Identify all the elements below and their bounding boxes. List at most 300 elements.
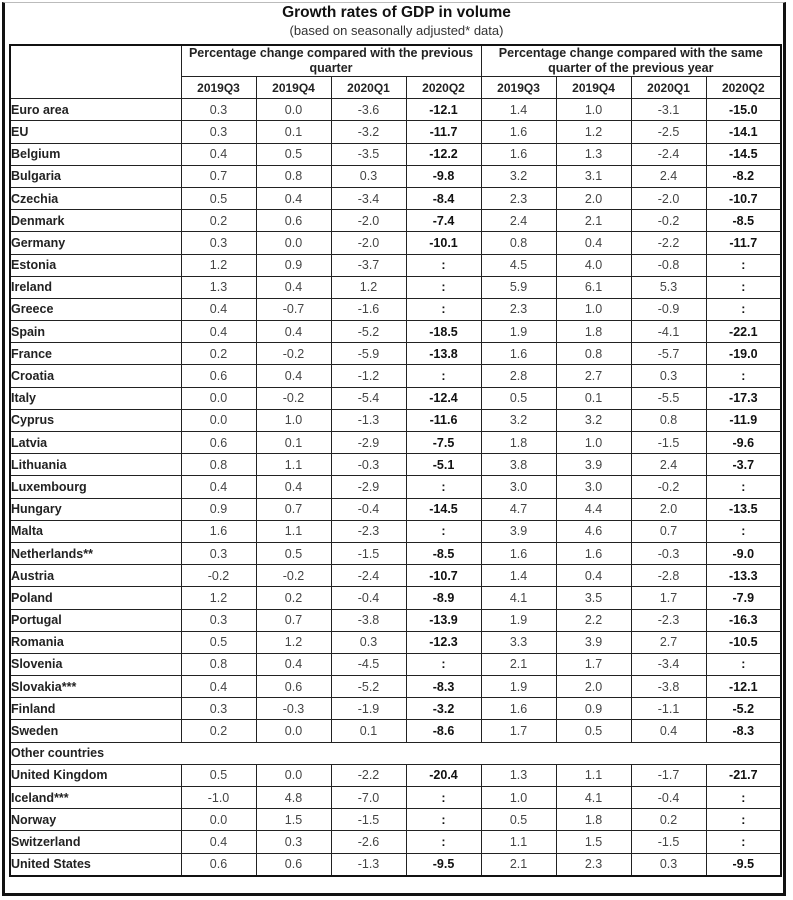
value-cell: -1.3	[331, 853, 406, 876]
value-cell: -13.8	[406, 343, 481, 365]
value-cell: -1.3	[331, 409, 406, 431]
table-row	[10, 498, 781, 520]
value-cell: 1.9	[481, 321, 556, 343]
value-cell: :	[706, 831, 781, 853]
table-row	[10, 454, 781, 476]
value-cell: -2.6	[331, 831, 406, 853]
value-cell: 1.8	[556, 809, 631, 831]
value-cell: -8.5	[706, 210, 781, 232]
value-cell: -2.3	[631, 609, 706, 631]
table-row	[10, 232, 781, 254]
value-cell: -1.5	[631, 831, 706, 853]
value-cell: :	[706, 276, 781, 298]
value-cell: 1.3	[181, 276, 256, 298]
value-cell: -4.5	[331, 653, 406, 675]
value-cell: 2.7	[631, 631, 706, 653]
corner-cell	[10, 45, 181, 99]
value-cell: 0.4	[181, 143, 256, 165]
value-cell: 0.3	[181, 542, 256, 564]
value-cell: 0.3	[631, 365, 706, 387]
value-cell: -10.1	[406, 232, 481, 254]
value-cell: 4.0	[556, 254, 631, 276]
value-cell: 0.0	[256, 99, 331, 121]
value-cell: 0.6	[256, 676, 331, 698]
value-cell: -7.9	[706, 587, 781, 609]
value-cell: -12.3	[406, 631, 481, 653]
table-row	[10, 542, 781, 564]
value-cell: 5.3	[631, 276, 706, 298]
value-cell: 0.9	[181, 498, 256, 520]
value-cell: -8.4	[406, 187, 481, 209]
value-cell: :	[706, 809, 781, 831]
table-row	[10, 787, 781, 809]
value-cell: -15.0	[706, 99, 781, 121]
value-cell: 1.6	[481, 143, 556, 165]
value-cell: -1.5	[631, 432, 706, 454]
value-cell: -0.3	[631, 542, 706, 564]
value-cell: 3.9	[556, 454, 631, 476]
value-cell: 0.8	[181, 454, 256, 476]
table-row	[10, 520, 781, 542]
value-cell: -0.3	[256, 698, 331, 720]
table-row	[10, 343, 781, 365]
value-cell: -0.2	[256, 343, 331, 365]
value-cell: -8.6	[406, 720, 481, 742]
row-label: Italy	[10, 387, 181, 409]
value-cell: 1.2	[331, 276, 406, 298]
value-cell: 0.5	[181, 187, 256, 209]
value-cell: 0.5	[556, 720, 631, 742]
value-cell: 0.0	[256, 764, 331, 786]
value-cell: 0.2	[181, 343, 256, 365]
value-cell: -12.1	[706, 676, 781, 698]
period-header: 2019Q3	[181, 77, 256, 99]
value-cell: 0.5	[481, 809, 556, 831]
value-cell: 2.3	[481, 298, 556, 320]
value-cell: -14.1	[706, 121, 781, 143]
value-cell: :	[706, 520, 781, 542]
value-cell: -21.7	[706, 764, 781, 786]
value-cell: -1.6	[331, 298, 406, 320]
value-cell: -0.4	[331, 498, 406, 520]
row-label: Euro area	[10, 99, 181, 121]
value-cell: :	[406, 831, 481, 853]
value-cell: 4.4	[556, 498, 631, 520]
value-cell: 1.1	[481, 831, 556, 853]
row-label: United States	[10, 853, 181, 876]
value-cell: 0.8	[556, 343, 631, 365]
period-header: 2019Q4	[256, 77, 331, 99]
value-cell: 0.3	[631, 853, 706, 876]
other-section	[10, 742, 781, 764]
value-cell: 2.2	[556, 609, 631, 631]
value-cell: 0.9	[256, 254, 331, 276]
value-cell: -10.7	[706, 187, 781, 209]
value-cell: 1.5	[256, 809, 331, 831]
eu-rows	[10, 99, 781, 742]
value-cell: 0.4	[256, 321, 331, 343]
value-cell: 0.4	[556, 232, 631, 254]
value-cell: -5.2	[331, 321, 406, 343]
value-cell: -14.5	[706, 143, 781, 165]
row-label: Germany	[10, 232, 181, 254]
value-cell: -0.7	[256, 298, 331, 320]
value-cell: -22.1	[706, 321, 781, 343]
value-cell: 3.9	[481, 520, 556, 542]
value-cell: 5.9	[481, 276, 556, 298]
value-cell: -1.7	[631, 764, 706, 786]
value-cell: 0.0	[256, 232, 331, 254]
value-cell: 1.7	[481, 720, 556, 742]
value-cell: -7.0	[331, 787, 406, 809]
value-cell: 1.2	[556, 121, 631, 143]
value-cell: :	[406, 476, 481, 498]
value-cell: -0.2	[256, 387, 331, 409]
table-subtitle: (based on seasonally adjusted* data)	[289, 23, 504, 38]
value-cell: 0.1	[556, 387, 631, 409]
value-cell: 0.5	[256, 143, 331, 165]
value-cell: -17.3	[706, 387, 781, 409]
value-cell: 0.4	[256, 365, 331, 387]
value-cell: 1.3	[556, 143, 631, 165]
row-label: Czechia	[10, 187, 181, 209]
value-cell: :	[706, 476, 781, 498]
value-cell: 1.7	[556, 653, 631, 675]
value-cell: 3.9	[556, 631, 631, 653]
value-cell: 0.9	[556, 698, 631, 720]
value-cell: -5.2	[706, 698, 781, 720]
table-row	[10, 99, 781, 121]
row-label: Spain	[10, 321, 181, 343]
value-cell: 0.8	[631, 409, 706, 431]
value-cell: -1.1	[631, 698, 706, 720]
value-cell: -11.7	[406, 121, 481, 143]
value-cell: 0.1	[256, 432, 331, 454]
value-cell: 2.0	[556, 676, 631, 698]
value-cell: :	[406, 787, 481, 809]
value-cell: 1.0	[256, 409, 331, 431]
value-cell: -8.2	[706, 165, 781, 187]
value-cell: 0.2	[181, 210, 256, 232]
value-cell: 2.3	[481, 187, 556, 209]
table-row	[10, 565, 781, 587]
value-cell: 0.7	[181, 165, 256, 187]
value-cell: 3.5	[556, 587, 631, 609]
value-cell: 0.4	[256, 476, 331, 498]
value-cell: -9.8	[406, 165, 481, 187]
value-cell: 4.5	[481, 254, 556, 276]
period-header: 2020Q2	[406, 77, 481, 99]
value-cell: 0.2	[181, 720, 256, 742]
value-cell: :	[406, 298, 481, 320]
row-label: United Kingdom	[10, 764, 181, 786]
value-cell: -3.4	[631, 653, 706, 675]
table-row	[10, 143, 781, 165]
value-cell: -8.3	[406, 676, 481, 698]
value-cell: 2.3	[556, 853, 631, 876]
row-label: Iceland***	[10, 787, 181, 809]
value-cell: 0.4	[256, 653, 331, 675]
value-cell: 0.4	[556, 565, 631, 587]
value-cell: 4.1	[556, 787, 631, 809]
value-cell: 1.7	[631, 587, 706, 609]
section-label-other-countries: Other countries	[10, 742, 781, 764]
row-label: Malta	[10, 520, 181, 542]
value-cell: 0.2	[631, 809, 706, 831]
value-cell: -1.9	[331, 698, 406, 720]
period-header: 2019Q3	[481, 77, 556, 99]
table-row	[10, 432, 781, 454]
row-label: Switzerland	[10, 831, 181, 853]
value-cell: 1.3	[481, 764, 556, 786]
value-cell: 0.3	[181, 698, 256, 720]
row-label: Estonia	[10, 254, 181, 276]
value-cell: 0.4	[181, 321, 256, 343]
value-cell: :	[406, 653, 481, 675]
value-cell: 4.6	[556, 520, 631, 542]
value-cell: 1.9	[481, 609, 556, 631]
row-label: Ireland	[10, 276, 181, 298]
value-cell: -7.5	[406, 432, 481, 454]
value-cell: -5.1	[406, 454, 481, 476]
table-row	[10, 764, 781, 786]
value-cell: 0.7	[631, 520, 706, 542]
value-cell: 3.3	[481, 631, 556, 653]
value-cell: 1.0	[556, 298, 631, 320]
value-cell: -9.5	[406, 853, 481, 876]
value-cell: 0.4	[256, 187, 331, 209]
value-cell: -13.9	[406, 609, 481, 631]
value-cell: -3.7	[706, 454, 781, 476]
period-header: 2019Q4	[556, 77, 631, 99]
table-row	[10, 698, 781, 720]
value-cell: 4.7	[481, 498, 556, 520]
value-cell: 2.0	[556, 187, 631, 209]
row-label: Slovakia***	[10, 676, 181, 698]
value-cell: -1.0	[181, 787, 256, 809]
value-cell: 1.6	[481, 542, 556, 564]
value-cell: -20.4	[406, 764, 481, 786]
value-cell: 2.4	[481, 210, 556, 232]
value-cell: 0.4	[181, 476, 256, 498]
value-cell: 2.4	[631, 165, 706, 187]
table-row	[10, 587, 781, 609]
value-cell: 0.3	[181, 609, 256, 631]
value-cell: -12.2	[406, 143, 481, 165]
value-cell: -1.2	[331, 365, 406, 387]
value-cell: 0.6	[181, 853, 256, 876]
value-cell: -18.5	[406, 321, 481, 343]
value-cell: -8.5	[406, 542, 481, 564]
value-cell: 1.8	[556, 321, 631, 343]
table-row	[10, 321, 781, 343]
row-label: Cyprus	[10, 409, 181, 431]
value-cell: -0.2	[631, 210, 706, 232]
value-cell: -12.1	[406, 99, 481, 121]
value-cell: 0.0	[181, 809, 256, 831]
table-row	[10, 676, 781, 698]
row-label: Latvia	[10, 432, 181, 454]
row-label: Luxembourg	[10, 476, 181, 498]
value-cell: 0.3	[331, 165, 406, 187]
row-label: France	[10, 343, 181, 365]
value-cell: -14.5	[406, 498, 481, 520]
value-cell: 6.1	[556, 276, 631, 298]
row-label: Greece	[10, 298, 181, 320]
value-cell: 1.2	[181, 254, 256, 276]
value-cell: 1.6	[481, 698, 556, 720]
value-cell: -0.9	[631, 298, 706, 320]
value-cell: 0.1	[256, 121, 331, 143]
value-cell: 0.5	[481, 387, 556, 409]
value-cell: -0.4	[631, 787, 706, 809]
value-cell: 1.6	[556, 542, 631, 564]
value-cell: 0.3	[181, 99, 256, 121]
table-row	[10, 476, 781, 498]
value-cell: -2.0	[631, 187, 706, 209]
value-cell: -11.6	[406, 409, 481, 431]
value-cell: 0.3	[256, 831, 331, 853]
table-row	[10, 298, 781, 320]
value-cell: :	[706, 653, 781, 675]
value-cell: 1.0	[556, 99, 631, 121]
other-rows	[10, 764, 781, 875]
value-cell: -3.8	[331, 609, 406, 631]
row-label: Bulgaria	[10, 165, 181, 187]
value-cell: -0.2	[181, 565, 256, 587]
value-cell: -10.7	[406, 565, 481, 587]
table-row	[10, 365, 781, 387]
table-row	[10, 387, 781, 409]
value-cell: 0.6	[256, 853, 331, 876]
value-cell: -2.0	[331, 210, 406, 232]
value-cell: 0.3	[181, 121, 256, 143]
value-cell: 1.5	[556, 831, 631, 853]
value-cell: 3.2	[481, 409, 556, 431]
value-cell: -3.1	[631, 99, 706, 121]
value-cell: 1.6	[481, 343, 556, 365]
value-cell: 1.6	[481, 121, 556, 143]
value-cell: 0.3	[181, 232, 256, 254]
value-cell: -3.7	[331, 254, 406, 276]
table-row	[10, 631, 781, 653]
value-cell: :	[706, 365, 781, 387]
value-cell: 4.8	[256, 787, 331, 809]
value-cell: 0.8	[481, 232, 556, 254]
value-cell: 2.4	[631, 454, 706, 476]
row-label: Hungary	[10, 498, 181, 520]
value-cell: 1.1	[256, 454, 331, 476]
row-label: Croatia	[10, 365, 181, 387]
value-cell: 3.0	[556, 476, 631, 498]
value-cell: -2.9	[331, 432, 406, 454]
value-cell: 1.9	[481, 676, 556, 698]
row-label: Sweden	[10, 720, 181, 742]
value-cell: -0.8	[631, 254, 706, 276]
table-row	[10, 121, 781, 143]
value-cell: :	[706, 254, 781, 276]
group-header-qoq: Percentage change compared with the previous quarter	[181, 45, 481, 77]
value-cell: -0.4	[331, 587, 406, 609]
value-cell: 0.7	[256, 609, 331, 631]
value-cell: -2.4	[631, 143, 706, 165]
value-cell: 0.6	[256, 210, 331, 232]
value-cell: -2.0	[331, 232, 406, 254]
value-cell: 1.0	[481, 787, 556, 809]
row-label: Finland	[10, 698, 181, 720]
table-row	[10, 653, 781, 675]
value-cell: -5.4	[331, 387, 406, 409]
row-label: Slovenia	[10, 653, 181, 675]
value-cell: -8.3	[706, 720, 781, 742]
value-cell: -9.6	[706, 432, 781, 454]
period-header: 2020Q1	[631, 77, 706, 99]
row-label: Romania	[10, 631, 181, 653]
value-cell: 1.6	[181, 520, 256, 542]
value-cell: 0.0	[256, 720, 331, 742]
period-header: 2020Q1	[331, 77, 406, 99]
value-cell: -2.3	[331, 520, 406, 542]
value-cell: :	[406, 520, 481, 542]
table-title: Growth rates of GDP in volume	[282, 4, 511, 21]
group-header-yoy: Percentage change compared with the same quarter of the previous year	[481, 45, 781, 77]
value-cell: -10.5	[706, 631, 781, 653]
value-cell: -12.4	[406, 387, 481, 409]
value-cell: 0.1	[331, 720, 406, 742]
value-cell: 0.6	[181, 432, 256, 454]
value-cell: :	[406, 365, 481, 387]
value-cell: -3.5	[331, 143, 406, 165]
value-cell: :	[406, 276, 481, 298]
value-cell: 2.8	[481, 365, 556, 387]
value-cell: -2.4	[331, 565, 406, 587]
row-label: Norway	[10, 809, 181, 831]
value-cell: 0.5	[181, 764, 256, 786]
value-cell: 1.1	[556, 764, 631, 786]
value-cell: -3.8	[631, 676, 706, 698]
value-cell: 0.7	[256, 498, 331, 520]
value-cell: :	[406, 254, 481, 276]
row-label: EU	[10, 121, 181, 143]
value-cell: -3.2	[331, 121, 406, 143]
table-row	[10, 276, 781, 298]
value-cell: 0.4	[256, 276, 331, 298]
table-row	[10, 187, 781, 209]
value-cell: 2.7	[556, 365, 631, 387]
value-cell: 0.3	[331, 631, 406, 653]
value-cell: -4.1	[631, 321, 706, 343]
value-cell: 3.0	[481, 476, 556, 498]
value-cell: 1.2	[256, 631, 331, 653]
value-cell: 1.4	[481, 565, 556, 587]
row-label: Belgium	[10, 143, 181, 165]
value-cell: 3.2	[481, 165, 556, 187]
table-row	[10, 609, 781, 631]
period-header: 2020Q2	[706, 77, 781, 99]
value-cell: 1.0	[556, 432, 631, 454]
value-cell: 2.0	[631, 498, 706, 520]
value-cell: -11.9	[706, 409, 781, 431]
value-cell: :	[706, 787, 781, 809]
value-cell: -13.5	[706, 498, 781, 520]
value-cell: -5.5	[631, 387, 706, 409]
value-cell: 2.1	[481, 853, 556, 876]
table-row	[10, 210, 781, 232]
value-cell: 0.0	[181, 409, 256, 431]
value-cell: 0.2	[256, 587, 331, 609]
value-cell: 4.1	[481, 587, 556, 609]
value-cell: -2.8	[631, 565, 706, 587]
